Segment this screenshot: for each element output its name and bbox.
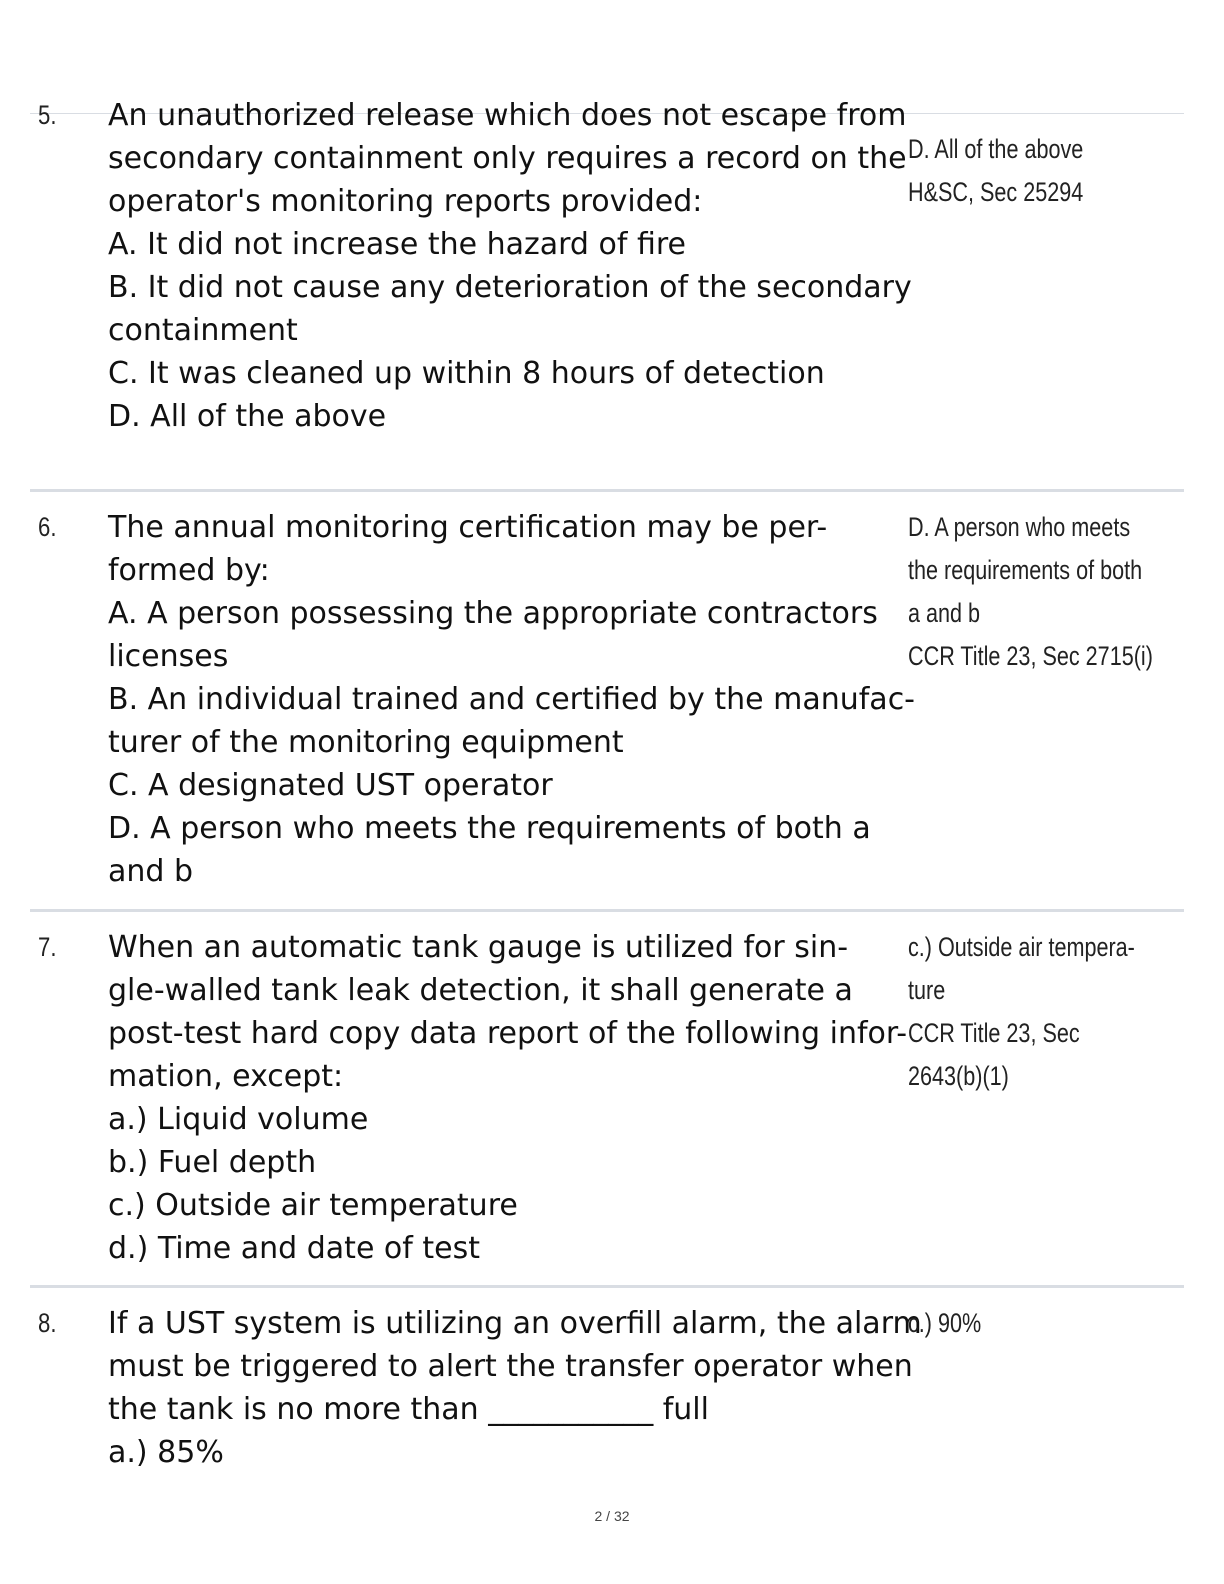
question-text bbox=[108, 926, 908, 1270]
question-number: 6. bbox=[38, 512, 57, 542]
question-number: 5. bbox=[38, 100, 57, 130]
answer-reference: CCR Title 23, Sec 2715(i) bbox=[908, 641, 1153, 671]
answer-reference: 2643(b)(1) bbox=[908, 1061, 1009, 1091]
option-c: C. A designated UST operator bbox=[108, 768, 553, 803]
option-b: B. It did not cause any deterioration of the secondary bbox=[108, 270, 912, 305]
page-indicator: 2 / 32 bbox=[594, 1508, 630, 1524]
answer-reference: CCR Title 23, Sec bbox=[908, 1018, 1080, 1048]
question-line: post-test hard copy data report of the following infor- bbox=[108, 1016, 908, 1051]
option-b: B. An individual trained and certified by the manufac- bbox=[108, 682, 916, 717]
answer-line: D. All of the above bbox=[908, 134, 1084, 164]
question-line: If a UST system is utilizing an overfill alarm, the alarm bbox=[108, 1306, 922, 1341]
option-a: A. A person possessing the appropriate contractors bbox=[108, 596, 878, 631]
question-card-6 bbox=[30, 489, 1184, 912]
question-line: secondary containment only requires a record on the bbox=[108, 141, 907, 176]
option-b-cont: turer of the monitoring equipment bbox=[108, 725, 624, 760]
option-c: c.) Outside air temperature bbox=[108, 1188, 518, 1223]
question-line: operator's monitoring reports provided: bbox=[108, 184, 703, 219]
answer-line: a and b bbox=[908, 598, 981, 628]
answer-line: c.) 90% bbox=[908, 1308, 982, 1338]
option-b: b.) Fuel depth bbox=[108, 1145, 317, 1180]
answer-line: the requirements of both bbox=[908, 555, 1143, 585]
question-text bbox=[108, 1302, 922, 1474]
option-d: D. All of the above bbox=[108, 399, 387, 434]
answer-text bbox=[908, 926, 1135, 1098]
answer-line: D. A person who meets bbox=[908, 512, 1131, 542]
question-line: formed by: bbox=[108, 553, 270, 588]
option-a: a.) Liquid volume bbox=[108, 1102, 369, 1137]
question-line: the tank is no more than ___________ full bbox=[108, 1392, 709, 1427]
option-b-cont: containment bbox=[108, 313, 298, 348]
question-line: mation, except: bbox=[108, 1059, 344, 1094]
answer-line: ture bbox=[908, 975, 946, 1005]
question-text bbox=[108, 94, 912, 438]
option-a: A. It did not increase the hazard of fire bbox=[108, 227, 686, 262]
option-d: D. A person who meets the requirements of both a bbox=[108, 811, 871, 846]
answer-line: c.) Outside air tempera- bbox=[908, 932, 1135, 962]
question-number: 7. bbox=[38, 932, 57, 962]
question-line: must be triggered to alert the transfer operator when bbox=[108, 1349, 913, 1384]
option-c: C. It was cleaned up within 8 hours of detection bbox=[108, 356, 825, 391]
question-text bbox=[108, 506, 916, 893]
question-card-8 bbox=[30, 1285, 1184, 1488]
question-card-5 bbox=[30, 98, 1184, 490]
question-line: The annual monitoring certification may be per- bbox=[108, 510, 828, 545]
question-line: gle-walled tank leak detection, it shall generate a bbox=[108, 973, 853, 1008]
answer-reference: H&SC, Sec 25294 bbox=[908, 177, 1084, 207]
question-card-7 bbox=[30, 909, 1184, 1288]
answer-text bbox=[908, 1302, 1124, 1345]
option-a-cont: licenses bbox=[108, 639, 229, 674]
option-d: d.) Time and date of test bbox=[108, 1231, 480, 1266]
option-d-cont: and b bbox=[108, 854, 194, 889]
question-number: 8. bbox=[38, 1308, 57, 1338]
question-line: An unauthorized release which does not escape from bbox=[108, 98, 907, 133]
answer-text bbox=[908, 506, 1153, 678]
option-a: a.) 85% bbox=[108, 1435, 224, 1470]
question-line: When an automatic tank gauge is utilized for sin- bbox=[108, 930, 849, 965]
answer-text bbox=[908, 128, 1124, 214]
